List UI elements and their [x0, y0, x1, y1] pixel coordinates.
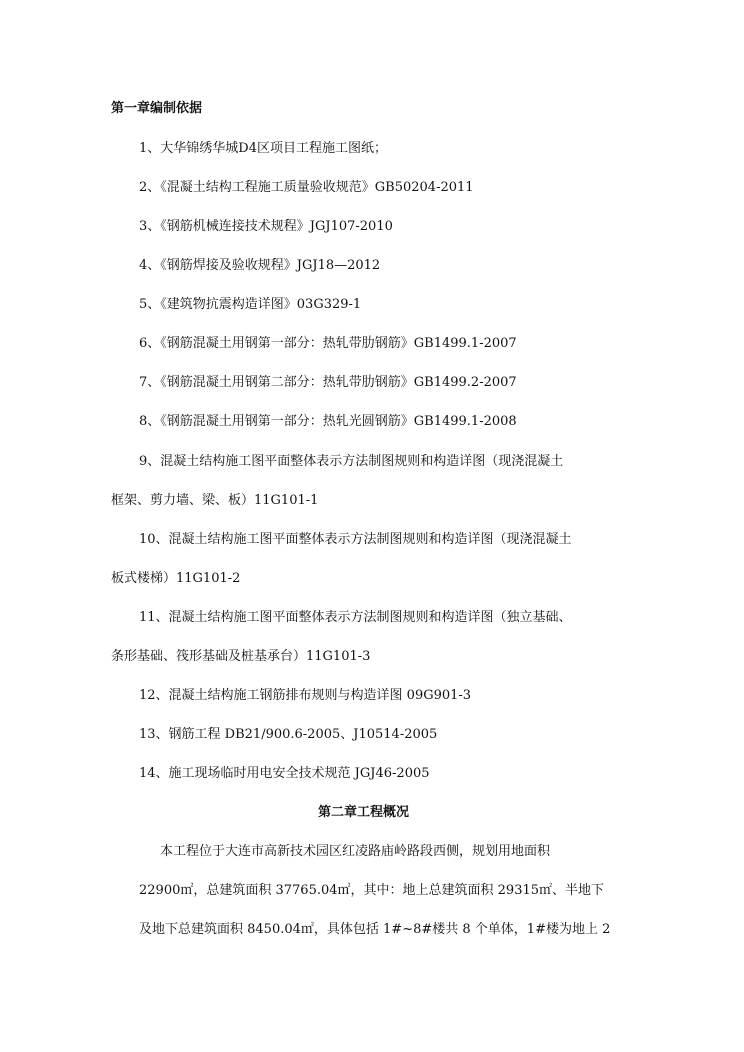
overview-line-1: 本工程位于大连市高新技术园区红凌路庙岭路段西侧，规划用地面积 — [160, 844, 551, 859]
total-area-text: ，总建筑面积 37765.04㎡ — [193, 883, 351, 898]
basis-item-14: 14、施工现场临时用电安全技术规范 JGJ46-2005 — [139, 766, 430, 781]
basis-item-8: 8、《钢筋混凝土用钢第一部分：热轧光圆钢筋》GB1499.1-2008 — [139, 414, 517, 429]
chapter2-title: 第二章工程概况 — [318, 805, 410, 820]
basis-item-9-line1: 9、混凝土结构施工图平面整体表示方法制图规则和构造详图（现浇混凝土 — [139, 454, 564, 469]
basis-item-13: 13、钢筋工程 DB21/900.6-2005、J10514-2005 — [139, 727, 438, 742]
basis-item-6: 6、《钢筋混凝土用钢第一部分：热轧带肋钢筋》GB1499.1-2007 — [139, 336, 517, 351]
basis-item-3: 3、《钢筋机械连接技术规程》JGJ107-2010 — [139, 219, 393, 234]
basis-item-7: 7、《钢筋混凝土用钢第二部分：热轧带肋钢筋》GB1499.2-2007 — [139, 375, 517, 390]
basis-item-1: 1、大华锦绣华城D4区项目工程施工图纸； — [139, 141, 387, 156]
land-area-value: 22900㎡ — [139, 883, 194, 898]
above-ground-area-text: ，其中：地上总建筑面积 29315㎡ — [350, 883, 553, 898]
basis-item-10-line2: 板式楼梯）11G101-2 — [111, 571, 241, 586]
basis-item-5: 5、《建筑物抗震构造详图》03G329-1 — [139, 297, 362, 312]
overview-line-2 — [139, 879, 604, 898]
basement-area-text: 及地下总建筑面积 8450.04㎡ — [139, 922, 314, 937]
basis-item-4: 4、《钢筋焊接及验收规程》JGJ18—2012 — [139, 258, 381, 273]
basis-item-11-line2: 条形基础、筏形基础及桩基承台）11G101-3 — [111, 649, 371, 664]
semi-basement-text: 、半地下 — [552, 883, 605, 898]
basis-item-11-line1: 11、混凝土结构施工图平面整体表示方法制图规则和构造详图（独立基础、 — [139, 610, 572, 625]
basis-item-10-line1: 10、混凝土结构施工图平面整体表示方法制图规则和构造详图（现浇混凝土 — [139, 532, 572, 547]
building-count-text: ，具体包括 1#~8#楼共 8 个单体，1#楼为地上 2 — [313, 922, 611, 937]
basis-item-9-line2: 框架、剪力墙、梁、板）11G101-1 — [111, 493, 319, 508]
overview-line-3 — [139, 918, 610, 937]
chapter1-title: 第一章编制依据 — [111, 101, 203, 116]
basis-item-2: 2、《混凝土结构工程施工质量验收规范》GB50204-2011 — [139, 180, 474, 195]
basis-item-12: 12、混凝土结构施工钢筋排布规则与构造详图 09G901-3 — [139, 688, 472, 703]
